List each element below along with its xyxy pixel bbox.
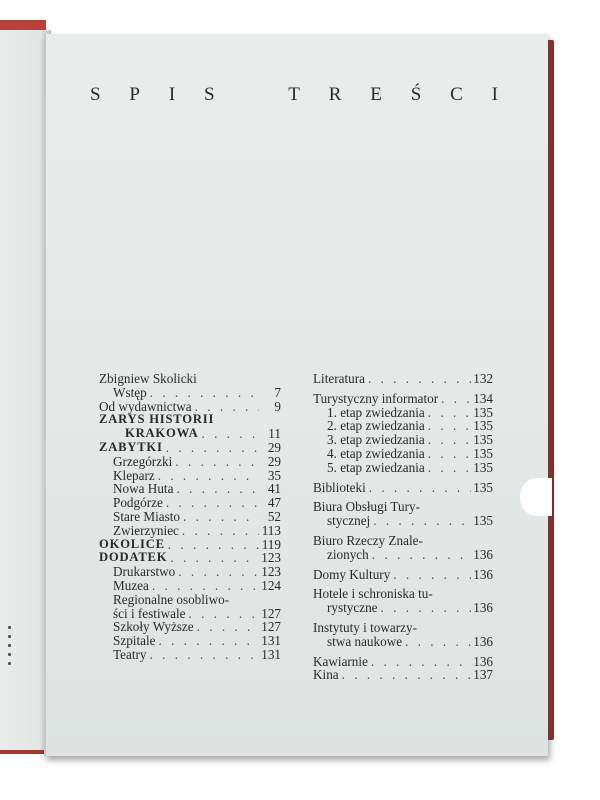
toc-entry bbox=[313, 655, 493, 669]
title-letter: P bbox=[129, 84, 142, 105]
toc-leader-dots bbox=[366, 481, 471, 495]
page-notch bbox=[520, 478, 552, 516]
toc-entry-page: 35 bbox=[267, 467, 281, 483]
toc-entry-label: Domy Kultury bbox=[313, 566, 391, 582]
toc-entry-label: Szpitale bbox=[113, 633, 156, 649]
toc-leader-dots bbox=[438, 392, 471, 406]
toc-leader-dots bbox=[369, 548, 471, 562]
toc-entry-label: Grzegórzki bbox=[113, 453, 173, 469]
toc-leader-dots bbox=[155, 469, 259, 483]
toc-entry bbox=[313, 568, 493, 582]
toc-right-column bbox=[313, 372, 493, 682]
toc-left-column bbox=[99, 372, 281, 662]
title-letter: T bbox=[288, 84, 302, 105]
toc-entry bbox=[99, 441, 281, 455]
toc-entry bbox=[313, 419, 493, 433]
toc-entry bbox=[99, 524, 281, 538]
toc-leader-dots bbox=[165, 538, 259, 552]
toc-entry bbox=[313, 548, 493, 562]
toc-entry-label: ZABYTKI bbox=[99, 439, 163, 454]
toc-entry bbox=[99, 607, 281, 621]
toc-entry bbox=[99, 551, 281, 565]
toc-entry-label: Zwierzyniec bbox=[113, 522, 179, 538]
toc-entry-page: 132 bbox=[473, 371, 493, 386]
toc-leader-dots bbox=[425, 419, 471, 433]
toc-entry bbox=[313, 668, 493, 682]
left-page-marks bbox=[8, 620, 18, 700]
toc-entry-label: Hotele i schroniska tu- bbox=[313, 586, 433, 602]
toc-entry-label: Muzea bbox=[113, 577, 149, 593]
toc-entry bbox=[99, 469, 281, 483]
toc-entry bbox=[99, 510, 281, 524]
toc-entry bbox=[99, 565, 281, 579]
toc-entry-label: Kina bbox=[313, 667, 339, 683]
toc-leader-dots bbox=[368, 655, 471, 669]
toc-entry bbox=[313, 406, 493, 420]
toc-entry-page: 135 bbox=[473, 513, 493, 529]
toc-leader-dots bbox=[390, 568, 471, 582]
toc-entry bbox=[313, 587, 493, 601]
toc-entry-label: Kawiarnie bbox=[313, 653, 368, 669]
toc-entry-label: Wstęp bbox=[113, 384, 147, 400]
toc-entry bbox=[313, 500, 493, 514]
toc-entry-label: Literatura bbox=[313, 371, 365, 386]
toc-entry-page: 135 bbox=[473, 459, 493, 475]
toc-entry-label: 3. etap zwiedzania bbox=[327, 432, 425, 448]
toc-leader-dots bbox=[147, 648, 260, 662]
toc-leader-dots bbox=[149, 579, 259, 593]
toc-entry-label: Biblioteki bbox=[313, 479, 366, 495]
toc-entry-page: 123 bbox=[261, 564, 281, 580]
toc-leader-dots bbox=[163, 496, 259, 510]
toc-entry-label: DODATEK bbox=[99, 550, 168, 565]
toc-entry-page: 127 bbox=[261, 605, 281, 621]
toc-entry-label: stycznej bbox=[327, 513, 371, 529]
title-letter: I bbox=[491, 84, 500, 105]
toc-entry-label: Podgórze bbox=[113, 495, 163, 511]
toc-leader-dots bbox=[339, 668, 471, 682]
toc-entry-label: KRAKOWA bbox=[125, 426, 199, 441]
toc-entry bbox=[99, 482, 281, 496]
toc-entry bbox=[99, 593, 281, 607]
toc-entry-label: OKOLICE bbox=[99, 536, 165, 551]
toc-leader-dots bbox=[175, 565, 259, 579]
toc-entry-page: 135 bbox=[473, 418, 493, 434]
toc-leader-dots bbox=[198, 427, 259, 441]
toc-entry-label: zionych bbox=[327, 546, 369, 562]
toc-entry-label: ści i festiwale bbox=[113, 605, 186, 621]
toc-leader-dots bbox=[194, 620, 259, 634]
title-letter: C bbox=[450, 84, 465, 105]
toc-entry-label: Nowa Huta bbox=[113, 481, 174, 497]
title-spacer bbox=[243, 84, 261, 106]
toc-entry-page: 9 bbox=[274, 398, 281, 414]
toc-entry-page: 29 bbox=[267, 453, 281, 469]
toc-entry-page: 135 bbox=[473, 432, 493, 448]
toc-entry bbox=[99, 634, 281, 648]
toc-entry-label: Biura Obsługi Tury- bbox=[313, 499, 420, 515]
toc-leader-dots bbox=[365, 372, 471, 386]
toc-entry bbox=[313, 621, 493, 635]
toc-leader-dots bbox=[167, 551, 259, 565]
toc-entry bbox=[99, 400, 281, 414]
toc-entry bbox=[313, 461, 493, 475]
toc-leader-dots bbox=[186, 607, 259, 621]
toc-entry-label: Drukarstwo bbox=[113, 564, 176, 580]
toc-entry-page: 7 bbox=[274, 384, 281, 400]
toc-author: Zbigniew Skolicki bbox=[99, 371, 197, 386]
toc-entry-page: 134 bbox=[473, 390, 493, 406]
toc-entry bbox=[99, 620, 281, 634]
toc-leader-dots bbox=[180, 510, 259, 524]
toc-entry-label: 2. etap zwiedzania bbox=[327, 418, 425, 434]
toc-leader-dots bbox=[173, 482, 259, 496]
toc-entry-page: 131 bbox=[261, 633, 281, 649]
toc-entry-page: 52 bbox=[267, 508, 281, 524]
toc-leader-dots bbox=[425, 433, 471, 447]
toc-leader-dots bbox=[425, 461, 471, 475]
toc-entry-page: 11 bbox=[268, 426, 281, 442]
title-letter: E bbox=[370, 84, 384, 105]
toc-leader-dots bbox=[425, 447, 471, 461]
title-letter: S bbox=[204, 84, 217, 105]
toc-entry-label: Turystyczny informator bbox=[313, 390, 439, 406]
toc-entry-page: 131 bbox=[261, 646, 281, 662]
toc-entry-page: 119 bbox=[261, 536, 281, 552]
toc-entry-page: 113 bbox=[261, 522, 281, 538]
toc-entry-page: 136 bbox=[473, 546, 493, 562]
toc-entry-label: Szkoły Wyższe bbox=[113, 619, 194, 635]
toc-entry-page: 41 bbox=[267, 481, 281, 497]
toc-entry-label: Instytuty i towarzy- bbox=[313, 619, 418, 635]
title-letter: I bbox=[168, 84, 178, 105]
toc-entry-page: 136 bbox=[473, 653, 493, 669]
toc-entry-label: Od wydawnictwa bbox=[99, 398, 192, 414]
title-letter: S bbox=[90, 84, 103, 105]
toc-entry bbox=[99, 455, 281, 469]
toc-leader-dots bbox=[425, 406, 471, 420]
toc-entry bbox=[313, 601, 493, 615]
toc-entry-label: Kleparz bbox=[113, 467, 155, 483]
toc-entry-page: 136 bbox=[473, 566, 493, 582]
toc-entry-page: 47 bbox=[267, 495, 281, 511]
toc-leader-dots bbox=[378, 601, 471, 615]
title-letter: R bbox=[328, 84, 344, 105]
toc-entry-page: 135 bbox=[473, 404, 493, 420]
toc-leader-dots bbox=[179, 524, 259, 538]
toc-entry bbox=[99, 496, 281, 510]
toc-entry bbox=[313, 372, 493, 386]
toc-leader-dots bbox=[172, 455, 259, 469]
toc-entry bbox=[99, 538, 281, 552]
toc-entry bbox=[313, 481, 493, 495]
toc-entry bbox=[313, 392, 493, 406]
toc-entry bbox=[99, 386, 281, 400]
toc-entry-page: 124 bbox=[261, 577, 281, 593]
toc-entry-page: 135 bbox=[473, 445, 493, 461]
toc-entry-page: 127 bbox=[261, 619, 281, 635]
toc-entry bbox=[99, 427, 281, 441]
page-title bbox=[90, 84, 500, 106]
toc-entry-label: Teatry bbox=[113, 646, 147, 662]
toc-entry-page: 136 bbox=[473, 633, 493, 649]
toc-entry bbox=[99, 579, 281, 593]
toc-entry-page: 135 bbox=[473, 479, 493, 495]
toc-entry-label: 5. etap zwiedzania bbox=[327, 459, 425, 475]
toc-leader-dots bbox=[147, 386, 259, 400]
toc-entry-label: stwa naukowe bbox=[327, 633, 403, 649]
toc-entry bbox=[313, 534, 493, 548]
toc-entry bbox=[99, 413, 281, 427]
title-letter: Ś bbox=[410, 84, 424, 105]
toc-entry-page: 137 bbox=[473, 667, 493, 683]
toc-leader-dots bbox=[370, 514, 471, 528]
toc-entry-label: 4. etap zwiedzania bbox=[327, 445, 425, 461]
toc-entry-page: 29 bbox=[267, 439, 281, 455]
toc-entry-label: Biuro Rzeczy Znale- bbox=[313, 532, 423, 548]
toc-entry bbox=[313, 433, 493, 447]
toc-entry bbox=[313, 635, 493, 649]
toc-leader-dots bbox=[155, 634, 259, 648]
toc-leader-dots bbox=[163, 441, 259, 455]
toc-leader-dots bbox=[402, 635, 471, 649]
toc-entry bbox=[99, 648, 281, 662]
toc-entry-page: 136 bbox=[473, 600, 493, 616]
toc-leader-dots bbox=[192, 400, 259, 414]
toc-entry-page: 123 bbox=[261, 550, 281, 566]
toc-entry-label: Regionalne osobliwo- bbox=[113, 591, 230, 607]
toc-entry bbox=[313, 514, 493, 528]
toc-entry-label: 1. etap zwiedzania bbox=[327, 404, 425, 420]
toc-entry bbox=[313, 447, 493, 461]
toc-entry-label: rystyczne bbox=[327, 600, 378, 616]
toc-entry-label: ZARYS HISTORII bbox=[99, 412, 215, 427]
toc-entry-label: Stare Miasto bbox=[113, 508, 181, 524]
